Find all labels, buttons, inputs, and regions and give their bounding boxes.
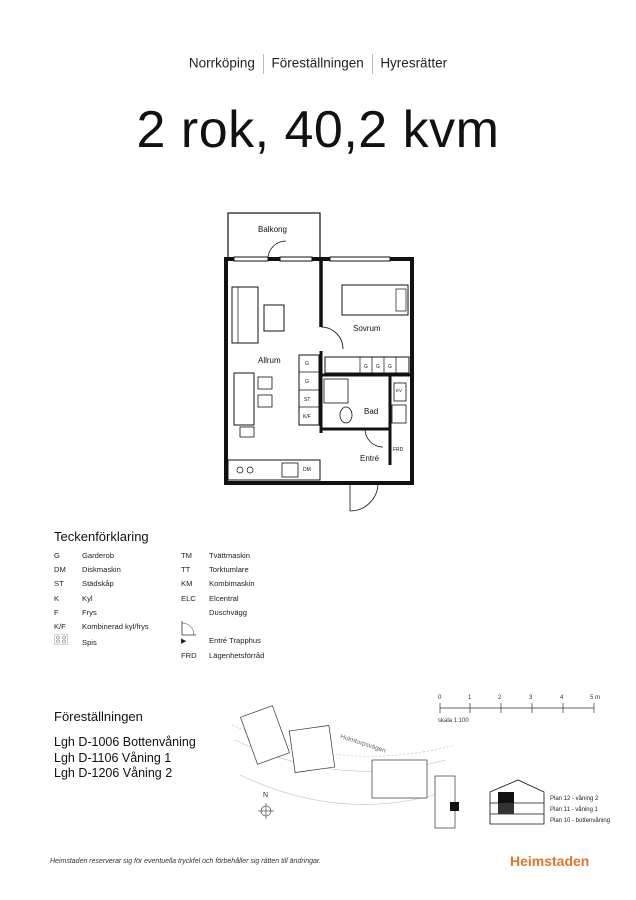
fixture-g-4: G: [376, 364, 380, 370]
scale-tick-label: 4: [560, 695, 564, 701]
fixture-g-3: G: [364, 364, 368, 370]
shower: [324, 379, 348, 403]
fixture-g: G: [305, 361, 309, 367]
level-label: Plan 12 - våning 2: [550, 796, 599, 802]
legend-item: [181, 620, 264, 634]
page-title: 2 rok, 40,2 kvm: [136, 101, 500, 159]
fixture-frd: FRD: [393, 447, 404, 453]
legend-item: FRD Lägenhetsförråd: [181, 651, 265, 661]
balcony-door: [268, 241, 286, 259]
room-label-entrance: Entré: [360, 454, 380, 463]
balcony-outline: [228, 213, 320, 260]
window-living: [234, 257, 268, 261]
apartment-item: Lgh D-1206 Våning 2: [54, 766, 173, 780]
legend-item: TM Tvättmaskin: [181, 551, 250, 560]
level-label: Plan 10 - bottenvåning: [550, 818, 611, 824]
entrance-arrow-icon: ▶: [181, 638, 187, 646]
room-label-living: Allrum: [258, 356, 281, 365]
scale-label: skala 1:100: [438, 718, 469, 724]
apartment-list: [54, 735, 196, 782]
street-label: Holmtorpsvägen: [339, 733, 387, 755]
scale-tick-label: 0: [438, 695, 442, 701]
legend-title: Teckenförklaring: [54, 529, 149, 544]
scale-tick-label: 5 m: [590, 695, 601, 701]
dining-table: [234, 373, 254, 425]
legend-item: ELC Elcentral: [181, 593, 239, 603]
toilet: [340, 407, 352, 423]
legend-item: KM Kombimaskin: [181, 579, 255, 589]
apartment-item: Lgh D-1006 Bottenvåning: [54, 735, 196, 749]
building-section: [488, 778, 636, 828]
entry-door: [350, 483, 378, 511]
room-label-bedroom: Sovrum: [353, 324, 381, 333]
floor-plan: [200, 205, 440, 515]
legend-left: [54, 549, 149, 650]
site-plan: [230, 700, 470, 830]
compass-icon: [258, 803, 274, 819]
legend-right: [181, 549, 264, 663]
breadcrumb: [0, 54, 636, 74]
breadcrumb-city: Norrköping: [188, 55, 255, 71]
legend-item: Duschvägg: [209, 607, 247, 617]
disclaimer: Heimstaden reserverar sig för eventuella tryckfel och förbehåller sig rätten till ändringar.: [50, 858, 321, 865]
brand-logo: Heimstaden: [510, 853, 590, 869]
window-living-2: [280, 257, 312, 261]
legend-item: F Frys: [54, 607, 97, 617]
legend-item: ▶ Entré Trapphus: [181, 636, 261, 646]
legend-item: K Kyl: [54, 593, 93, 603]
breadcrumb-divider: [263, 54, 264, 74]
breadcrumb-divider: [372, 54, 373, 74]
fixture-dm: DM: [303, 467, 311, 473]
apartment-item: Lgh D-1106 Våning 1: [54, 750, 172, 765]
breadcrumb-tenure: Hyresrätter: [380, 55, 448, 71]
level-label: Plan 11 - våning 1: [550, 807, 598, 813]
bath-door: [365, 429, 383, 447]
legend-item: G Garderob: [54, 551, 115, 560]
scale-tick-label: 1: [468, 695, 472, 701]
level-highlight: [498, 792, 514, 803]
fixture-kf: K/F: [303, 414, 311, 420]
coffee-table: [264, 305, 284, 331]
fixture-st: ST: [304, 397, 311, 403]
breadcrumb-project: Föreställningen: [271, 55, 364, 71]
room-label-bath: Bad: [364, 407, 379, 416]
scale-tick-label: 2: [498, 695, 502, 701]
legend-item: ST Städskåp: [54, 579, 114, 589]
bedroom-door: [321, 327, 343, 349]
fixture-g-2: G: [305, 379, 309, 385]
fixture-kv: KV: [396, 388, 403, 393]
bath-sink: [392, 405, 406, 423]
legend-item: TT Torktumlare: [181, 565, 249, 575]
building-block: [289, 725, 334, 772]
legend-item: DM Diskmaskin: [54, 565, 121, 575]
north-label: N: [263, 792, 269, 799]
building-block: [240, 706, 289, 765]
window-bedroom: [330, 257, 390, 261]
bed: [342, 285, 408, 315]
section-title: Föreställningen: [54, 709, 143, 724]
stove-icon: [54, 634, 68, 645]
fixture-g-5: G: [388, 364, 392, 370]
legend-item: Spis: [54, 634, 149, 650]
legend-item: K/F Kombinerad kyl/frys: [54, 622, 149, 632]
apartment-highlight: [450, 802, 459, 811]
sofa: [232, 287, 258, 343]
room-label-balcony: Balkong: [258, 225, 287, 234]
building-block: [372, 760, 427, 798]
scale-tick-label: 3: [529, 695, 533, 701]
